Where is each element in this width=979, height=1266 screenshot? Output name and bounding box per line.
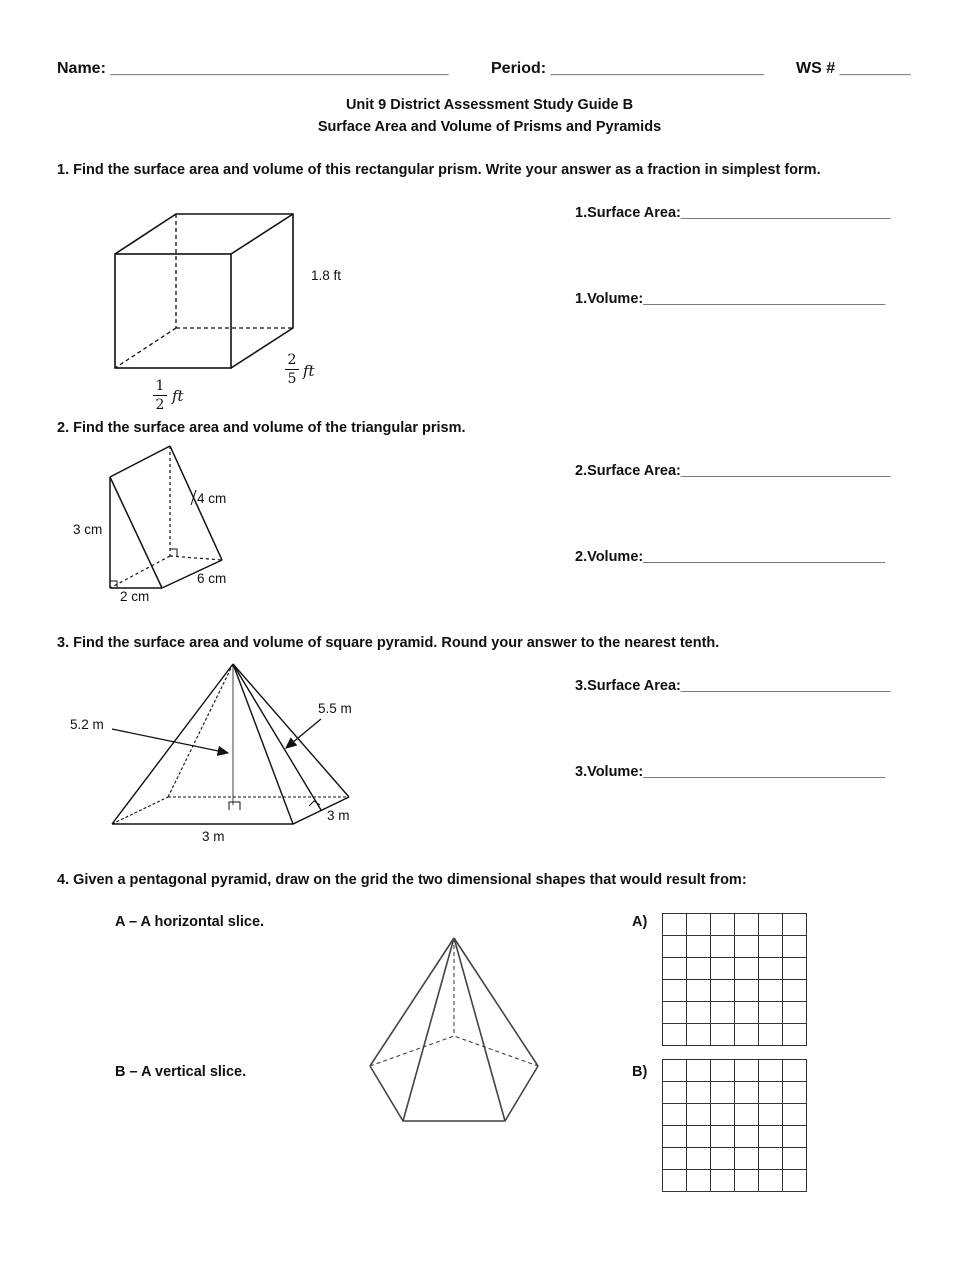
q1-surface-area-answer[interactable]: 1.Surface Area:__________________________ bbox=[575, 205, 891, 221]
q2-volume-answer[interactable]: 2.Volume:______________________________ bbox=[575, 549, 886, 565]
q3-slant-height-label: 5.5 m bbox=[318, 701, 352, 716]
q1-width-denominator: 2 bbox=[155, 397, 165, 413]
ws-number-field[interactable]: WS # ________ bbox=[796, 60, 911, 77]
q2-label-6cm: 6 cm bbox=[197, 571, 227, 586]
q1-height-label: 1.8 ft bbox=[311, 268, 342, 283]
q1-width-numerator: 1 bbox=[155, 378, 165, 394]
q3-surface-area-answer[interactable]: 3.Surface Area:__________________________ bbox=[575, 678, 891, 694]
q3-base-front-label: 3 m bbox=[202, 829, 225, 844]
q1-width-unit: ft bbox=[172, 387, 184, 405]
q1-depth-denominator: 5 bbox=[287, 371, 297, 387]
answer-grid-b[interactable] bbox=[662, 1059, 807, 1192]
q3-base-side-label: 3 m bbox=[327, 808, 350, 823]
q4-part-b: B – A vertical slice. bbox=[115, 1064, 247, 1080]
q1-depth-unit: ft bbox=[303, 362, 315, 380]
q2-label-3cm: 3 cm bbox=[73, 522, 103, 537]
q1-depth-numerator: 2 bbox=[287, 352, 297, 368]
grid-b-label: B) bbox=[632, 1064, 648, 1080]
period-field[interactable]: Period: ________________________ bbox=[491, 60, 765, 77]
name-field[interactable]: Name: ______________________________________ bbox=[57, 60, 449, 77]
q3-volume-answer[interactable]: 3.Volume:______________________________ bbox=[575, 764, 886, 780]
q3-height-label: 5.2 m bbox=[70, 717, 104, 732]
q1-volume-answer[interactable]: 1.Volume:______________________________ bbox=[575, 291, 886, 307]
q3-prompt: 3. Find the surface area and volume of square pyramid. Round your answer to the nearest tenth. bbox=[57, 635, 720, 651]
title-line-1: Unit 9 District Assessment Study Guide B bbox=[345, 97, 634, 113]
title-line-2: Surface Area and Volume of Prisms and Pyramids bbox=[317, 119, 662, 135]
answer-grid-a[interactable] bbox=[662, 913, 807, 1046]
q2-label-2cm: 2 cm bbox=[120, 589, 150, 604]
grid-a-label: A) bbox=[632, 914, 648, 930]
q2-label-4cm: 4 cm bbox=[197, 491, 227, 506]
q2-prompt: 2. Find the surface area and volume of the triangular prism. bbox=[57, 420, 466, 436]
q4-prompt: 4. Given a pentagonal pyramid, draw on the grid the two dimensional shapes that would result from: bbox=[57, 872, 747, 888]
q2-surface-area-answer[interactable]: 2.Surface Area:__________________________ bbox=[575, 463, 891, 479]
q4-part-a: A – A horizontal slice. bbox=[115, 914, 265, 930]
q1-prompt: 1. Find the surface area and volume of this rectangular prism. Write your answer as a fraction in simplest form. bbox=[57, 162, 821, 178]
